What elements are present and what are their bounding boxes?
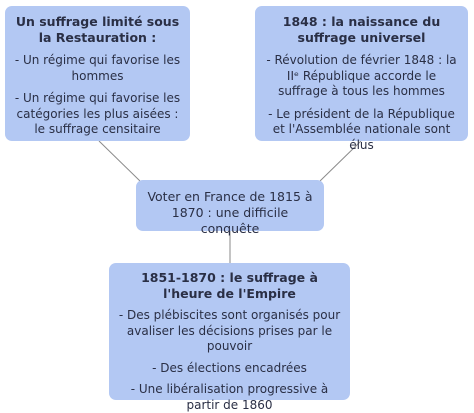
node-1848-title: 1848 : la naissance du suffrage universel xyxy=(282,14,441,45)
node-empire-item-2: - Des élections encadrées xyxy=(152,360,307,375)
node-restauration-item-2: - Un régime qui favorise les catégories les plus aisées : le suffrage censitaire xyxy=(14,91,181,136)
node-empire-item-3: - Une libéralisation progressive à partir de 1860 xyxy=(130,382,329,412)
node-1848-item-1: - Révolution de février 1848 : la IIᵉ République accorde le suffrage à tous les hommes xyxy=(266,53,457,98)
node-restauration xyxy=(5,6,190,141)
node-1848 xyxy=(255,6,468,152)
node-empire-item-1: - Des plébiscites sont organisés pour avaliser les décisions prises par le pouvoir xyxy=(118,308,341,353)
central-theme-title: Voter en France de 1815 à 1870 : une difficile conquête xyxy=(147,189,313,236)
node-restauration-title: Un suffrage limité sous la Restauration : xyxy=(15,14,180,45)
connector-left xyxy=(99,141,140,181)
node-restauration-item-1: - Un régime qui favorise les hommes xyxy=(14,53,181,83)
node-1848-item-2: - Le président de la République et l'Assemblée nationale sont élus xyxy=(268,106,455,152)
node-empire xyxy=(109,263,350,412)
node-empire-title: 1851-1870 : le suffrage à l'heure de l'Empire xyxy=(141,270,318,301)
node-central-theme xyxy=(136,180,324,236)
